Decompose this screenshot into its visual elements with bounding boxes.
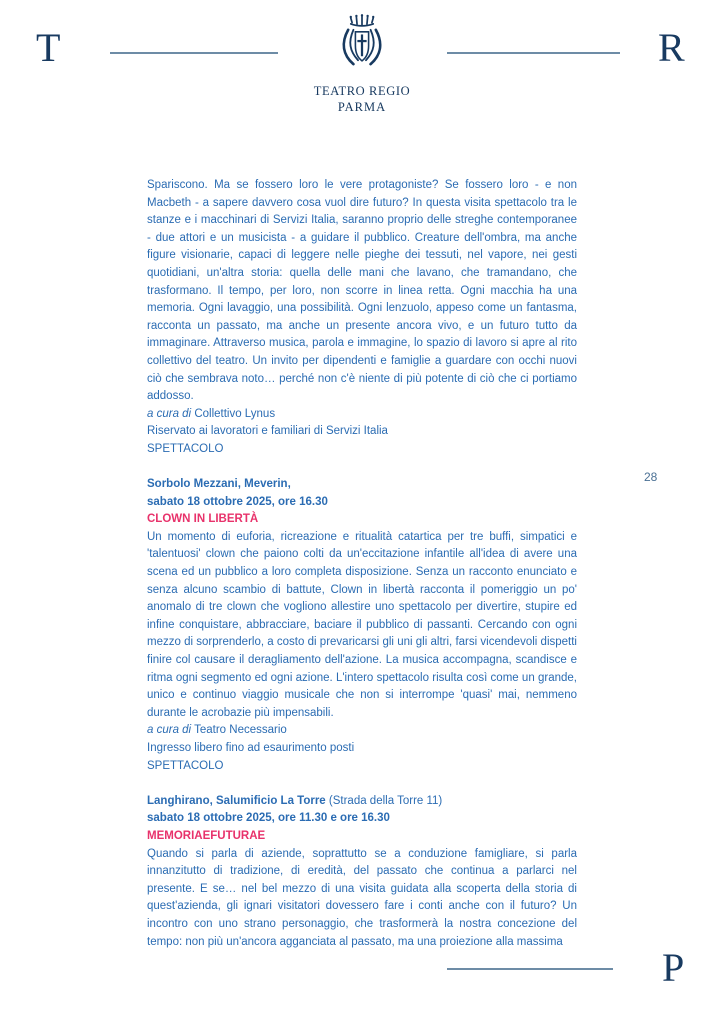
event-section-servizi-italia bbox=[147, 177, 577, 459]
curator-name: Collettivo Lynus bbox=[194, 407, 276, 420]
venue-name: Sorbolo Mezzani, Meverin, bbox=[147, 478, 291, 491]
date-line: sabato 18 ottobre 2025, ore 11.30 e ore 16.30 bbox=[147, 812, 390, 825]
date-line: sabato 18 ottobre 2025, ore 16.30 bbox=[147, 495, 328, 508]
logo-title: TEATRO REGIO bbox=[313, 84, 411, 98]
event-description: Spariscono. Ma se fossero loro le vere protagoniste? Se fossero loro - e non Macbeth - a sapere davvero cosa vuol dire futuro? In questa visita spettacolo tra le stanze e i macchinari di Servizi Italia, saranno proprio delle streghe contemporanee - due attori e un musicista - a guidare il pubblico. Creature dell'ombra, ma anche figure visionarie, capaci di leggere nelle pieghe dei tessuti, nel vapore, nei gesti quotidiani, un'altra storia: quella delle mani che lavano, che tramandano, che trasformano. Il tempo, per loro, non scorre in linea retta. Ogni macchia ha una memoria. Ogni lavaggio, una possibilità. Ogni lenzuolo, appeso come un fantasma, racconta un passato, ma anche un presente ancora vivo, e un futuro tutto da immaginare. Attraverso musica, parola e immagine, lo spazio di lavoro si apre al rito collettivo del teatro. Un invito per dipendenti e famiglie a guardare con occhi nuovi ciò che sembrava noto… perché non c'è niente di più potente di ciò che ci portiamo addosso. bbox=[147, 179, 577, 403]
event-title: MEMORIAEFUTURAE bbox=[147, 829, 266, 842]
header-rule-right bbox=[447, 52, 620, 54]
header-rule-left bbox=[110, 52, 278, 54]
program-text-column bbox=[147, 177, 577, 951]
curator-line bbox=[147, 722, 577, 740]
event-section-clown-in-liberta bbox=[147, 476, 577, 775]
venue-line bbox=[147, 793, 577, 811]
event-section-memoriaefuturae bbox=[147, 793, 577, 951]
crown-icon bbox=[350, 14, 375, 26]
logo-subtitle: PARMA bbox=[337, 100, 387, 114]
venue-address: (Strada della Torre 11) bbox=[325, 794, 443, 807]
event-description: Un momento di euforia, ricreazione e ritualità catartica per tre buffi, simpatici e 'talentuosi' clown che paiono colti da un'eccitazione infantile all'idea di avere una scena ed un pubblico a loro completa disposizione. Senza un racconto enunciato e senza alcuno scambio di battute, Clown in libertà racconta il pomeriggio un po' anomalo di tre clown che vogliono allestire uno spettacolo per divertire, stupire ed infine conquistare, abbracciare, baciare il pubblico di passanti. Cercando con ogni mezzo di sorprenderlo, a costo di prevaricarsi gli uni gli altri, farsi vicendevoli dispetti finire col causare il deragliamento dell'azione. La musica accompagna, scandisce e ritma ogni segmento ed ogni azione. L'intero spettacolo risulta così come un grande, unico e continuo viaggio musicale che non si interrompe 'quasi' mai, nemmeno durante le acrobazie più impensabili. bbox=[147, 530, 577, 719]
event-description: Quando si parla di aziende, soprattutto se a conduzione famigliare, si parla innanzitutto di tradizione, di eredità, del passato che continua a parlarci nel presente. E se… nel bel mezzo di una visita guidata alla scoperta della storia di quest'azienda, gli ignari visitatori dovessero fare i conti anche con il futuro? Un incontro con uno strano personaggio, che trasformerà la nostra concezione del tempo: non più un'ancora agganciata al passato, ma una proiezione alla massima bbox=[147, 847, 577, 948]
teatro-regio-logo bbox=[302, 14, 422, 115]
curator-line bbox=[147, 406, 577, 424]
admission-note: Riservato ai lavoratori e familiari di Servizi Italia bbox=[147, 425, 388, 438]
venue-name: Langhirano, Salumificio La Torre bbox=[147, 794, 326, 807]
venue-line bbox=[147, 476, 577, 494]
header-letter-t: T bbox=[36, 25, 61, 70]
curator-prefix: a cura di bbox=[147, 407, 192, 420]
header-letter-r: R bbox=[658, 25, 685, 70]
curator-name: Teatro Necessario bbox=[194, 724, 287, 737]
page-number: 28 bbox=[644, 470, 658, 484]
category-label: SPETTACOLO bbox=[147, 759, 224, 772]
footer-rule-right bbox=[447, 968, 613, 970]
shield-cross-icon bbox=[355, 32, 368, 61]
category-label: SPETTACOLO bbox=[147, 442, 224, 455]
curator-prefix: a cura di bbox=[147, 724, 192, 737]
footer-letter-p: P bbox=[662, 945, 685, 990]
event-title: CLOWN IN LIBERTÀ bbox=[147, 513, 259, 526]
teatro-regio-crest-icon bbox=[329, 14, 395, 80]
admission-note: Ingresso libero fino ad esaurimento posti bbox=[147, 742, 355, 754]
